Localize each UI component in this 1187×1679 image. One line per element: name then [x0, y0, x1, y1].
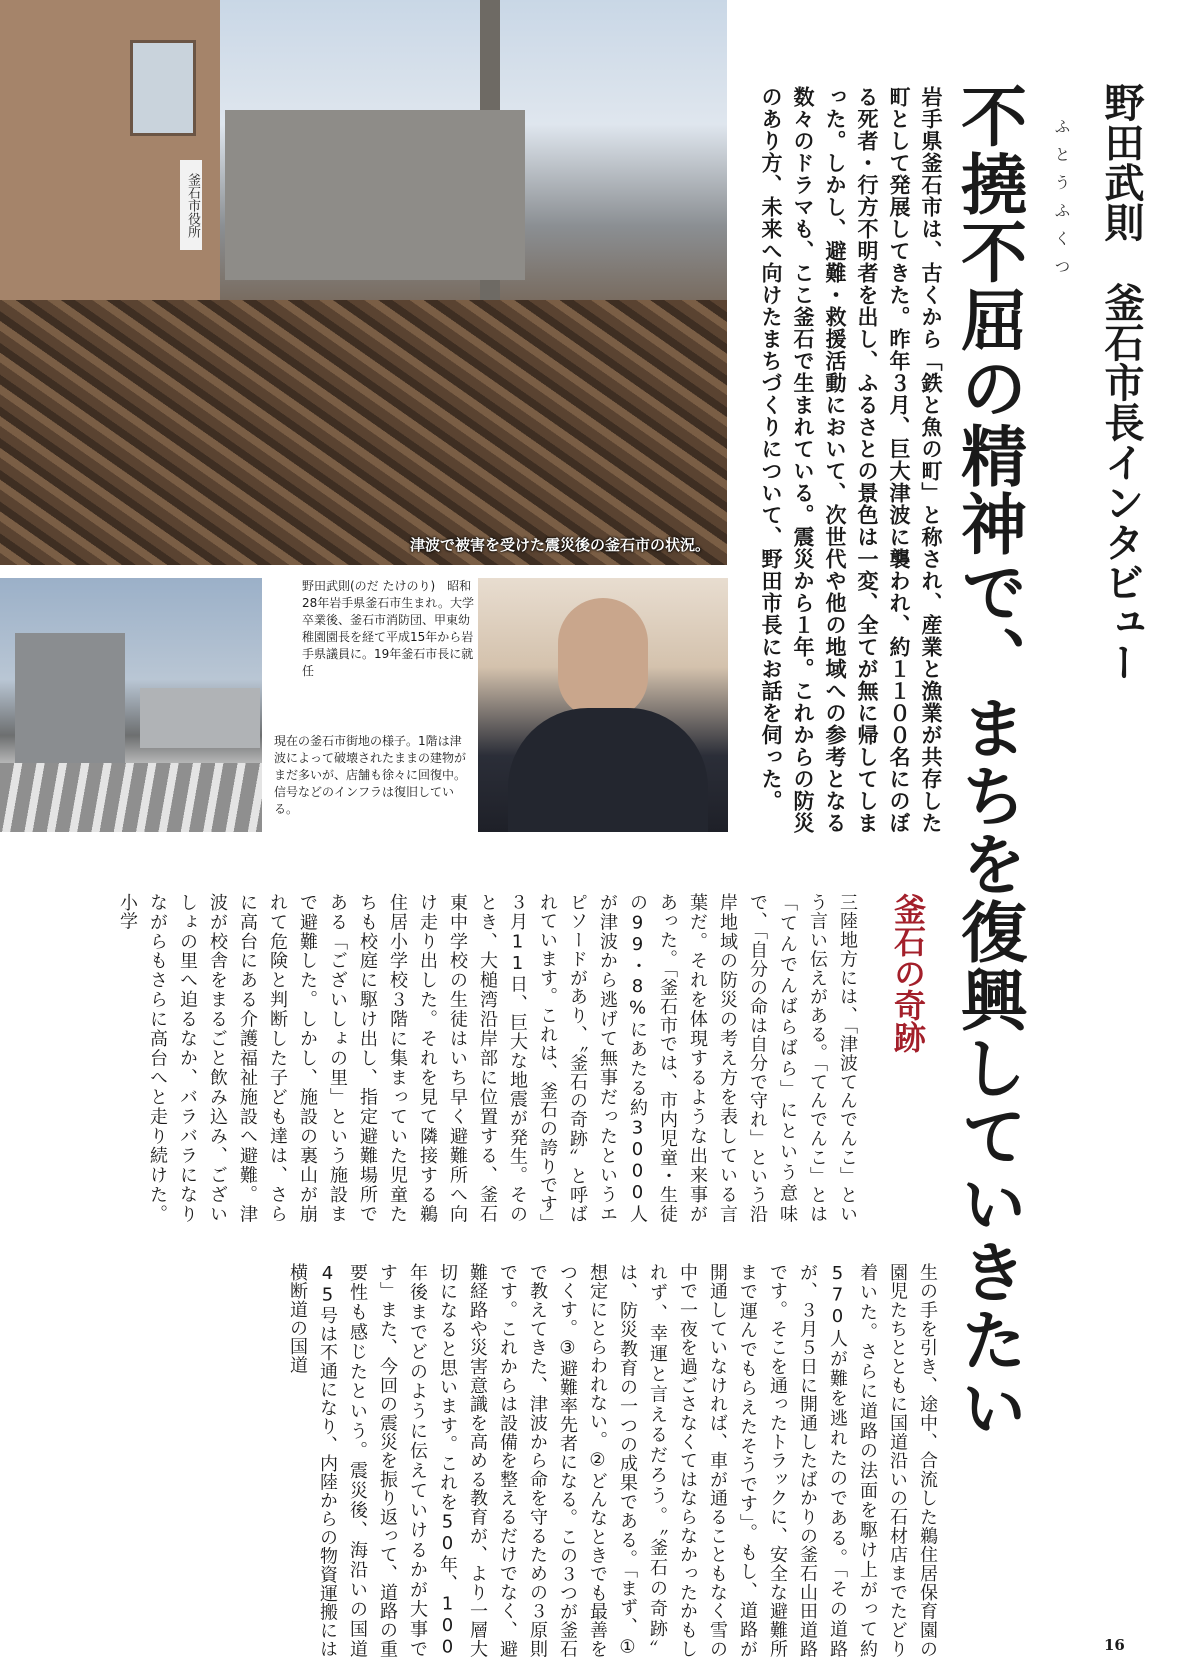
photo-main-caption: 津波で被害を受けた震災後の釜石市の状況。 — [410, 536, 711, 554]
mayor-suit — [508, 708, 708, 832]
section-heading: 釜石の奇跡 — [889, 893, 927, 1053]
page-number: 16 — [1104, 1636, 1125, 1654]
photo-mayor-portrait — [478, 578, 728, 832]
mayor-face — [558, 598, 648, 718]
series-title: 野田武則 釜石市長インタビュー — [1098, 82, 1144, 682]
debris — [0, 300, 727, 565]
photo-tsunami-damage — [0, 0, 727, 565]
city-hall-sign: 釜石市役所 — [180, 160, 202, 250]
building — [140, 688, 260, 748]
mayor-profile: 野田武則(のだ たけのり) 昭和28年岩手県釜石市生まれ。大学卒業後、釜石市消防団、甲東幼稚園園長を経て平成15年から岩手県議員に。19年釜石市長に就任 — [302, 579, 474, 678]
headline: 不撓不屈の精神で、まちを復興していきたい — [949, 82, 1027, 1442]
houses — [225, 110, 525, 280]
headline-ruby: ふとうふくつ — [1052, 118, 1071, 286]
body-text-lower: 生の手を引き、途中、合流した鵜住居保育園の園児たちとともに国道沿いの石材店までたどり着いた。さらに道路の法面を駆け上がって約570人が難を逃れたのである。「その道路が、３月５日に開通したばかりの釜石山田道路です。そこを通ったトラックに、安全な避難所まで運んでもらえたそうです」。もし、道路が開通していなければ、車が通ることもなく雪の中で一夜を過ごさなくてはならなかったかもしれず、幸運と言えるだろう。〝釜石の奇跡〟は、防災教育の一つの成果である。「まず、①想定にとらわれない。②どんなときでも最善をつくす。③避難率先者になる。この３つが釜石で教えてきた、津波から命を守るための３原則です。これからは設備を整えるだけでなく、避難経路や災害意識を高める教育が、より一層大切になると思います。これを50年、100年後までどのように伝えていけるかが大事です」また、今回の震災を振り返って、道路の重要性も感じたという。震災後、海沿いの国道45号は不通になり、内陸からの物資運搬には横断道の国道 — [287, 1263, 938, 1659]
lead-paragraph: 岩手県釜石市は、古くから「鉄と魚の町」と称され、産業と漁業が共存した町として発展してきた。昨年３月、巨大津波に襲われ、約１１００名にのぼる死者・行方不明者を出し、ふるさとの景色は一変、全てが無に帰してしまった。しかし、避難・救援活動において、次世代や他の地域への参考となる数々のドラマも、ここ釜石で生まれている。震災から１年。これからの防災のあり方、未来へ向けたまちづくりについて、野田市長にお話を伺った。 — [759, 86, 943, 834]
photo-current-street — [0, 578, 262, 832]
body-text-upper: 三陸地方には、「津波てんでんこ」という言い伝えがある。「てんでんこ」とは「てんでんばらばら」にという意味で、「自分の命は自分で守れ」という沿岸地域の防災の考え方を表している言葉だ。それを体現するような出来事があった。「釜石市では、市内児童・生徒の99・8%にあたる約3000人が津波から逃げて無事だったというエピソードがあり、〝釜石の奇跡〟と呼ばれています。これは、釜石の誇りです」３月11日、巨大な地震が発生。そのとき、大槌湾沿岸部に位置する、釜石東中学校の生徒はいち早く避難所へ向け走り出した。それを見て隣接する鵜住居小学校３階に集まっていた児童たちも校庭に駆け出し、指定避難場所である「ございしょの里」という施設まで避難した。しかし、施設の裏山が崩れて危険と判断した子ども達は、さらに高台にある介護福祉施設へ避難。津波が校舎をまるごと飲み込み、ございしょの里へ迫るなか、バラバラになりながらもさらに高台へと走り続けた。小学 — [117, 893, 858, 1223]
window — [130, 40, 196, 136]
damaged-building — [15, 633, 125, 763]
photo-street-caption: 現在の釜石市街地の様子。1階は津波によって破壊されたままの建物がまだ多いが、店舗も徐々に回復中。信号などのインフラは復旧している。 — [274, 734, 467, 816]
crosswalk — [0, 763, 262, 832]
